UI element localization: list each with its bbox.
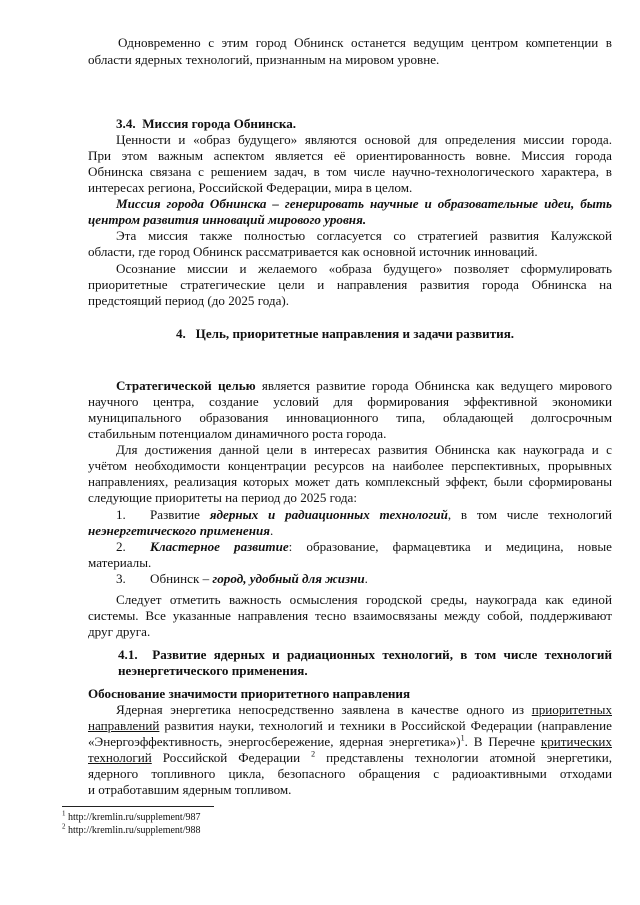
priority-2-emphasis: Кластерное развитие bbox=[150, 539, 289, 554]
section-4-heading bbox=[176, 326, 514, 342]
section-number: 4.1. bbox=[118, 647, 138, 662]
priority-2-number: 2. bbox=[116, 539, 126, 554]
priority-directions-link: приоритетных bbox=[531, 702, 612, 717]
footnote-1: $^1$ http://kremlin.ru/supplement/987 bbox=[62, 809, 201, 823]
section-4-1-heading-line-2: неэнергетического применения. bbox=[118, 663, 308, 678]
goal-line-4: стабильным потенциалом динамичного роста города. bbox=[88, 426, 387, 441]
s34-p1-line-4: интересах региона, Российской Федерации, мира в целом. bbox=[88, 180, 413, 195]
section-title: Миссия города Обнинска. bbox=[142, 116, 297, 131]
priority-2-line-1: Кластерное развитие: образование, фармацевтика и медицина, новые bbox=[150, 539, 612, 554]
footnote-separator bbox=[62, 806, 214, 807]
footnote-ref-2: 2 bbox=[311, 749, 316, 759]
footnote-ref-1: 1 bbox=[460, 733, 465, 743]
goal-line-3: муниципального образования инновационного типа, обладающей долгосрочным bbox=[88, 410, 612, 425]
s34-p3-line-2: приоритетные стратегические цели и направления развития города Обнинска на bbox=[88, 277, 612, 292]
s4-p2-line-3: направлениях, реализация которых может дать комплексный эффект, были сформированы bbox=[88, 474, 612, 489]
s34-p1-line-1: Ценности и «образ будущего» являются основой для определения миссии города. bbox=[116, 132, 612, 147]
s34-p2-line-1: Эта миссия также полностью согласуется со стратегией развития Калужской bbox=[116, 228, 612, 243]
goal-rest: является развитие города Обнинска как ведущего мирового bbox=[255, 378, 612, 393]
section-3-4-heading bbox=[116, 116, 296, 132]
s41-p1-line-1: Ядерная энергетика непосредственно заявлена в качестве одного из приоритетных bbox=[116, 702, 612, 717]
s34-p3-line-1: Осознание миссии и желаемого «образа будущего» позволяет сформулировать bbox=[116, 261, 612, 276]
s41-p1-line-6: и отработавшим ядерным топливом. bbox=[88, 782, 292, 797]
s4-p2-line-2: учётом необходимости концентрации ресурсов на наиболее перспективных, прорывных bbox=[88, 458, 612, 473]
mission-statement-line-1: Миссия города Обнинска – генерировать научные и образовательные идеи, быть bbox=[116, 196, 612, 211]
subsection-heading: Обоснование значимости приоритетного направления bbox=[88, 686, 411, 701]
s4-p3-line-1: Следует отметить важность осмысления городской среды, наукограда как единой bbox=[116, 592, 612, 607]
s41-p1-line-4: технологий Российской Федерации $^2$ представлены технологии атомной энергетики, bbox=[88, 749, 612, 765]
s41-p1-line-5: ядерного топливного цикла, безопасного обращения с радиоактивными отходами bbox=[88, 766, 612, 781]
priority-2-line-2: материалы. bbox=[88, 555, 152, 570]
critical-technologies-link: критических bbox=[540, 734, 612, 749]
s4-p2-line-4: следующие приоритеты на период до 2025 года: bbox=[88, 490, 357, 505]
s34-p2-line-2: области, где город Обнинск рассматривается как основной источник инноваций. bbox=[88, 244, 538, 259]
section-number: 3.4. bbox=[116, 116, 136, 131]
intro-line-1: Одновременно с этим город Обнинск останется ведущим центром компетенции в bbox=[118, 35, 612, 50]
goal-bold: Стратегической целью bbox=[116, 378, 256, 393]
s34-p1-line-2: При этом важным аспектом является её ориентированность вовне. Миссия города bbox=[88, 148, 612, 163]
section-number: 4. bbox=[176, 326, 186, 341]
footnote-1-url: http://kremlin.ru/supplement/987 bbox=[68, 812, 201, 823]
priority-3-emphasis: город, удобный для жизни bbox=[212, 571, 365, 586]
mission-statement-line-2: центром развития инноваций мирового уровня. bbox=[88, 212, 367, 227]
s34-p3-line-3: предстоящий период (до 2025 года). bbox=[88, 293, 290, 308]
intro-line-2: области ядерных технологий, признанным на мировом уровне. bbox=[88, 52, 440, 67]
priority-3-number: 3. bbox=[116, 571, 126, 586]
priority-1-emphasis: ядерных и радиационных технологий bbox=[209, 507, 448, 522]
priority-1-line-2: неэнергетического применения. bbox=[88, 523, 274, 538]
s4-p3-line-2: системы. Все указанные направления тесно взаимосвязаны между собой, поддерживают bbox=[88, 608, 612, 623]
priority-3-line-1: Обнинск – город, удобный для жизни. bbox=[150, 571, 368, 586]
priority-1-number: 1. bbox=[116, 507, 126, 522]
section-title: Цель, приоритетные направления и задачи развития. bbox=[195, 326, 515, 341]
goal-line-2: научного центра, создание условий для формирования эффективной экономики bbox=[88, 394, 612, 409]
s34-p1-line-3: Обнинска связана с решением задач, в том числе научно-технологического характера, в bbox=[88, 164, 612, 179]
goal-line-1 bbox=[116, 378, 612, 394]
s41-p1-line-2: направлений развития науки, технологий и техники в Российской Федерации (направление bbox=[88, 718, 612, 733]
s4-p3-line-3: друг друга. bbox=[88, 624, 151, 639]
s4-p2-line-1: Для достижения данной цели в интересах развития Обнинска как наукограда и с bbox=[116, 442, 612, 457]
section-4-1-heading-line-1: 4.1. Развитие ядерных и радиационных технологий, в том числе технологий bbox=[118, 647, 613, 662]
footnote-2: $^2$ http://kremlin.ru/supplement/988 bbox=[62, 822, 201, 836]
s41-p1-line-3: «Энергоэффективность, энергосбережение, ядерная энергетика»)$^1$. В Перечне критических bbox=[88, 733, 612, 749]
footnote-2-url: http://kremlin.ru/supplement/988 bbox=[68, 825, 201, 836]
priority-1-line-1: Развитие ядерных и радиационных технологий, в том числе технологий bbox=[150, 507, 612, 522]
